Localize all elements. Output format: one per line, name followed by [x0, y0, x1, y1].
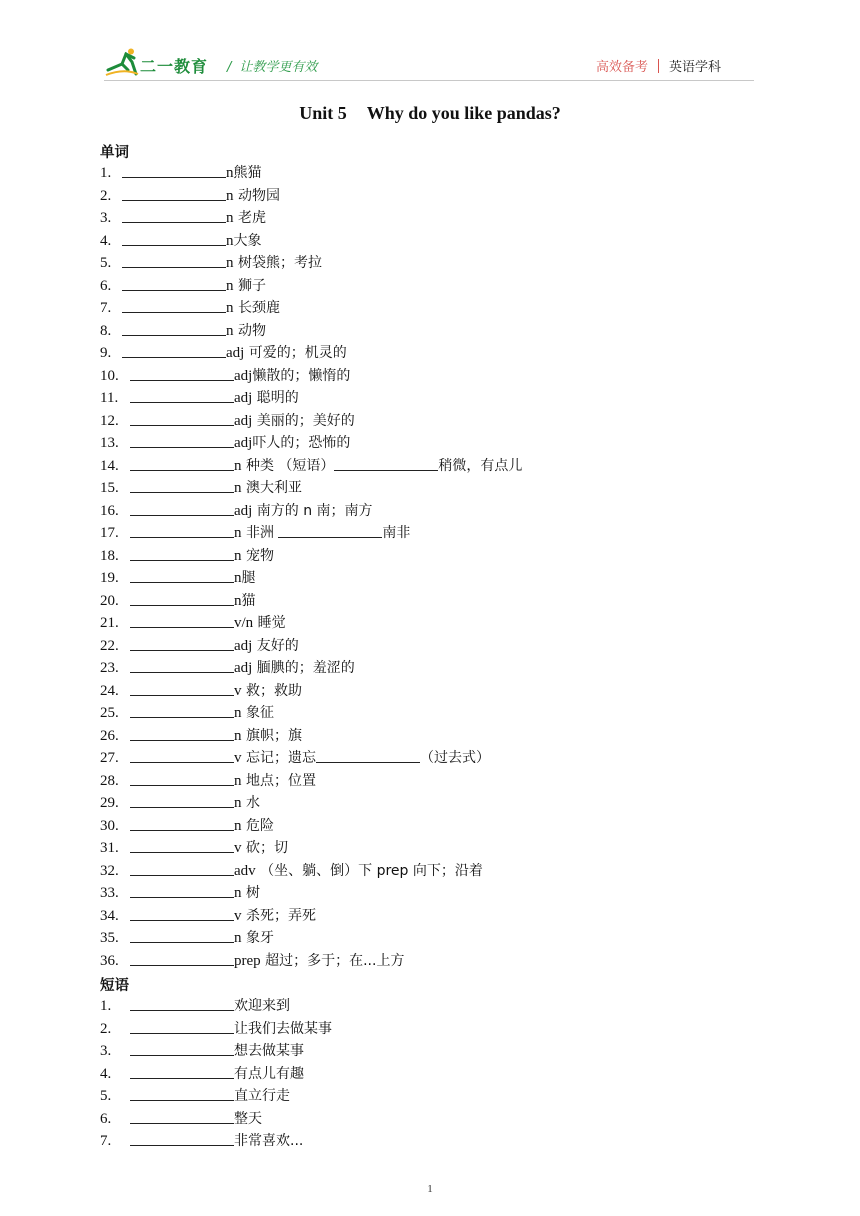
item-number: 5.: [100, 255, 112, 271]
answer-blank[interactable]: [122, 320, 226, 336]
extra-meaning: 稍微，有点儿: [438, 457, 523, 474]
chinese-meaning: 想去做某事: [234, 1043, 304, 1059]
item-number: 25.: [100, 705, 119, 721]
answer-blank[interactable]: [130, 882, 234, 898]
phrase-item: [100, 1085, 332, 1108]
item-number: 28.: [100, 772, 119, 789]
answer-blank[interactable]: [130, 477, 234, 493]
answer-blank[interactable]: [130, 702, 234, 718]
chinese-meaning: 动物园: [233, 187, 280, 204]
vocab-item: [100, 950, 522, 973]
part-of-speech: n: [234, 457, 242, 474]
chinese-meaning: 忘记；遗忘: [241, 750, 316, 766]
part-of-speech: adj: [234, 660, 253, 676]
chinese-meaning: 象牙: [241, 930, 274, 946]
answer-blank[interactable]: [130, 522, 234, 538]
part-of-speech: n: [226, 277, 234, 294]
part-of-speech: n: [226, 210, 234, 226]
part-of-speech: n: [226, 165, 234, 181]
item-number: 20.: [100, 592, 119, 609]
chinese-meaning: 非洲: [241, 525, 279, 541]
answer-blank[interactable]: [130, 1040, 234, 1056]
chinese-meaning: 懒散的；懒惰的: [252, 367, 351, 384]
phrase-item: [100, 1063, 332, 1086]
item-number: 33.: [100, 885, 119, 901]
chinese-meaning: 长颈鹿: [233, 300, 280, 316]
answer-blank[interactable]: [130, 905, 234, 921]
item-number: 12.: [100, 412, 119, 429]
item-number: 32.: [100, 862, 119, 879]
vocab-item: [100, 185, 522, 208]
phrases-heading: 短语: [100, 978, 129, 994]
item-number: 7.: [100, 300, 112, 316]
extra-meaning: （过去式）: [419, 750, 490, 766]
item-number: 2.: [100, 1020, 112, 1037]
chinese-meaning: 动物: [233, 322, 266, 339]
answer-blank[interactable]: [130, 635, 234, 651]
part-of-speech: n: [234, 727, 242, 744]
vocab-item: [100, 725, 522, 748]
vocab-item: [100, 635, 522, 658]
item-number: 10.: [100, 367, 119, 384]
exam-label: 高效备考: [596, 60, 649, 75]
chinese-meaning: 腼腆的；羞涩的: [252, 660, 355, 676]
chinese-meaning: 宠物: [241, 547, 274, 564]
item-number: 17.: [100, 525, 119, 541]
item-number: 1.: [100, 998, 112, 1014]
vocab-item: [100, 365, 522, 388]
item-number: 3.: [100, 1043, 112, 1059]
vocab-item: [100, 567, 522, 590]
phrase-item: [100, 995, 332, 1018]
chinese-meaning: 象征: [241, 705, 274, 721]
part-of-speech: n: [234, 885, 242, 901]
vocab-item: [100, 455, 522, 478]
chinese-meaning: 友好的: [252, 637, 299, 654]
answer-blank[interactable]: [122, 297, 226, 313]
answer-blank[interactable]: [130, 432, 234, 448]
answer-blank[interactable]: [130, 612, 234, 628]
vocab-item: [100, 860, 522, 883]
answer-blank[interactable]: [130, 365, 234, 381]
part-of-speech: adj: [234, 637, 253, 654]
item-number: 13.: [100, 435, 119, 451]
chinese-meaning: 旗帜；旗: [241, 727, 302, 744]
item-number: 19.: [100, 570, 119, 586]
answer-blank[interactable]: [130, 1018, 234, 1034]
part-of-speech: n: [234, 795, 242, 811]
phrase-item: [100, 1018, 332, 1041]
vocab-list: [100, 162, 522, 972]
part-of-speech: n: [234, 592, 242, 609]
answer-blank[interactable]: [130, 927, 234, 943]
part-of-speech: n: [234, 930, 242, 946]
answer-blank[interactable]: [130, 1130, 234, 1146]
vocab-item: [100, 230, 522, 253]
vocab-item: [100, 837, 522, 860]
chinese-meaning: 树: [241, 885, 260, 901]
vocab-item: [100, 590, 522, 613]
vocab-item: [100, 612, 522, 635]
unit-label: Unit 5: [299, 103, 347, 123]
item-number: 8.: [100, 322, 112, 339]
item-number: 15.: [100, 480, 119, 496]
vocab-item: [100, 275, 522, 298]
part-of-speech: adj: [234, 502, 253, 519]
chinese-meaning: 砍；切: [241, 840, 288, 856]
subject-label: 英语学科: [669, 60, 722, 75]
part-of-speech: n: [234, 705, 242, 721]
answer-blank[interactable]: [122, 207, 226, 223]
chinese-meaning: 老虎: [233, 210, 266, 226]
vocab-item: [100, 522, 522, 545]
part-of-speech: v: [234, 750, 242, 766]
vocab-item: [100, 410, 522, 433]
item-number: 26.: [100, 727, 119, 744]
answer-blank[interactable]: [130, 567, 234, 583]
chinese-meaning: 美丽的；美好的: [252, 412, 355, 429]
chinese-meaning: 熊猫: [233, 165, 262, 181]
header-rule: [104, 80, 754, 81]
chinese-meaning: 可爱的；机灵的: [244, 345, 347, 361]
phrase-item: [100, 1108, 332, 1131]
item-number: 11.: [100, 390, 119, 406]
vocab-item: [100, 207, 522, 230]
item-number: 4.: [100, 1065, 112, 1082]
part-of-speech: n: [234, 817, 242, 834]
part-of-speech: n: [226, 255, 234, 271]
part-of-speech: n: [234, 525, 242, 541]
page-header: [0, 0, 860, 90]
answer-blank[interactable]: [130, 455, 234, 471]
item-number: 7.: [100, 1133, 112, 1149]
item-number: 30.: [100, 817, 119, 834]
answer-blank[interactable]: [316, 747, 420, 763]
answer-blank[interactable]: [130, 387, 234, 403]
answer-blank[interactable]: [130, 950, 234, 966]
item-number: 23.: [100, 660, 119, 676]
chinese-meaning: 大象: [233, 232, 262, 249]
chinese-meaning: 聪明的: [252, 390, 299, 406]
part-of-speech: n: [226, 322, 234, 339]
chinese-meaning: 南方的 n 南；南方: [252, 502, 373, 519]
item-number: 21.: [100, 615, 119, 631]
part-of-speech: adj: [234, 390, 253, 406]
answer-blank[interactable]: [278, 522, 382, 538]
chinese-meaning: 水: [241, 795, 260, 811]
vocab-item: [100, 747, 522, 770]
extra-meaning: 南非: [382, 525, 411, 541]
vocab-item: [100, 545, 522, 568]
part-of-speech: v: [234, 840, 242, 856]
answer-blank[interactable]: [130, 657, 234, 673]
answer-blank[interactable]: [130, 995, 234, 1011]
chinese-meaning: 狮子: [233, 277, 266, 294]
part-of-speech: adj: [234, 367, 253, 384]
chinese-meaning: 让我们去做某事: [234, 1020, 332, 1037]
item-number: 2.: [100, 187, 112, 204]
page-title: [0, 103, 860, 124]
vocab-item: [100, 342, 522, 365]
part-of-speech: n: [226, 300, 234, 316]
vocab-item: [100, 815, 522, 838]
divider: [658, 59, 659, 73]
answer-blank[interactable]: [130, 500, 234, 516]
part-of-speech: v: [234, 682, 242, 699]
part-of-speech: adj: [226, 345, 245, 361]
page-number: 1: [427, 1183, 433, 1195]
answer-blank[interactable]: [130, 1063, 234, 1079]
answer-blank[interactable]: [130, 680, 234, 696]
item-number: 14.: [100, 457, 119, 474]
chinese-meaning: 整天: [234, 1110, 262, 1127]
answer-blank[interactable]: [130, 792, 234, 808]
chinese-meaning: 猫: [241, 592, 256, 609]
answer-blank[interactable]: [130, 1108, 234, 1124]
item-number: 36.: [100, 952, 119, 969]
header-tag: [596, 56, 721, 75]
item-number: 4.: [100, 232, 112, 249]
item-number: 35.: [100, 930, 119, 946]
chinese-meaning: 树袋熊；考拉: [233, 255, 322, 271]
item-number: 6.: [100, 1110, 112, 1127]
answer-blank[interactable]: [130, 837, 234, 853]
vocab-item: [100, 657, 522, 680]
chinese-meaning: 地点；位置: [241, 772, 316, 789]
vocab-item: [100, 297, 522, 320]
chinese-meaning: 直立行走: [234, 1088, 290, 1104]
answer-blank[interactable]: [334, 455, 438, 471]
answer-blank[interactable]: [130, 747, 234, 763]
item-number: 27.: [100, 750, 119, 766]
vocab-item: [100, 680, 522, 703]
part-of-speech: n: [234, 570, 242, 586]
chinese-meaning: 种类 （短语）: [241, 457, 335, 474]
item-number: 18.: [100, 547, 119, 564]
chinese-meaning: 腿: [241, 570, 256, 586]
vocab-item: [100, 882, 522, 905]
answer-blank[interactable]: [122, 275, 226, 291]
answer-blank[interactable]: [122, 162, 226, 178]
vocab-item: [100, 432, 522, 455]
chinese-meaning: 澳大利亚: [241, 480, 302, 496]
logo-text: 二一教育: [140, 57, 209, 76]
item-number: 34.: [100, 907, 119, 924]
chinese-meaning: 非常喜欢...: [234, 1133, 304, 1149]
answer-blank[interactable]: [130, 545, 234, 561]
unit-question: Why do you like pandas?: [366, 103, 561, 123]
answer-blank[interactable]: [130, 770, 234, 786]
answer-blank[interactable]: [122, 252, 226, 268]
vocab-heading: 单词: [100, 145, 129, 161]
slogan-text: 让教学更有效: [239, 60, 318, 75]
answer-blank[interactable]: [122, 230, 226, 246]
vocab-item: [100, 320, 522, 343]
answer-blank[interactable]: [122, 342, 226, 358]
item-number: 5.: [100, 1088, 112, 1104]
part-of-speech: n: [234, 480, 242, 496]
chinese-meaning: 救；救助: [241, 682, 302, 699]
answer-blank[interactable]: [130, 1085, 234, 1101]
part-of-speech: adj: [234, 412, 253, 429]
item-number: 31.: [100, 840, 119, 856]
vocab-item: [100, 387, 522, 410]
answer-blank[interactable]: [130, 725, 234, 741]
vocab-item: [100, 252, 522, 275]
item-number: 16.: [100, 502, 119, 519]
item-number: 24.: [100, 682, 119, 699]
phrase-item: [100, 1040, 332, 1063]
part-of-speech: n: [226, 232, 234, 249]
part-of-speech: prep: [234, 952, 261, 969]
chinese-meaning: 吓人的；恐怖的: [252, 435, 351, 451]
slogan: / 让教学更有效: [227, 60, 318, 75]
part-of-speech: n: [234, 772, 242, 789]
item-number: 1.: [100, 165, 112, 181]
part-of-speech: adj: [234, 435, 253, 451]
part-of-speech: n: [234, 547, 242, 564]
chinese-meaning: 危险: [241, 817, 274, 834]
item-number: 9.: [100, 345, 112, 361]
part-of-speech: n: [226, 187, 234, 204]
phrase-item: [100, 1130, 332, 1153]
chinese-meaning: 杀死；弄死: [241, 907, 316, 924]
part-of-speech: v: [234, 907, 242, 924]
answer-blank[interactable]: [130, 410, 234, 426]
vocab-item: [100, 792, 522, 815]
vocab-item: [100, 927, 522, 950]
vocab-item: [100, 770, 522, 793]
chinese-meaning: 超过；多于；在...上方: [260, 952, 405, 969]
chinese-meaning: 有点儿有趣: [234, 1065, 304, 1082]
vocab-item: [100, 162, 522, 185]
item-number: 3.: [100, 210, 112, 226]
item-number: 6.: [100, 277, 112, 294]
item-number: 22.: [100, 637, 119, 654]
chinese-meaning: （坐、躺、倒）下 prep 向下；沿着: [255, 862, 483, 879]
item-number: 29.: [100, 795, 119, 811]
part-of-speech: adv: [234, 862, 256, 879]
phrase-list: [100, 995, 332, 1153]
answer-blank[interactable]: [130, 815, 234, 831]
vocab-item: [100, 500, 522, 523]
answer-blank[interactable]: [130, 590, 234, 606]
part-of-speech: v/n: [234, 615, 254, 631]
answer-blank[interactable]: [122, 185, 226, 201]
vocab-item: [100, 702, 522, 725]
chinese-meaning: 欢迎来到: [234, 998, 290, 1014]
answer-blank[interactable]: [130, 860, 234, 876]
chinese-meaning: 睡觉: [253, 615, 286, 631]
vocab-item: [100, 477, 522, 500]
vocab-item: [100, 905, 522, 928]
